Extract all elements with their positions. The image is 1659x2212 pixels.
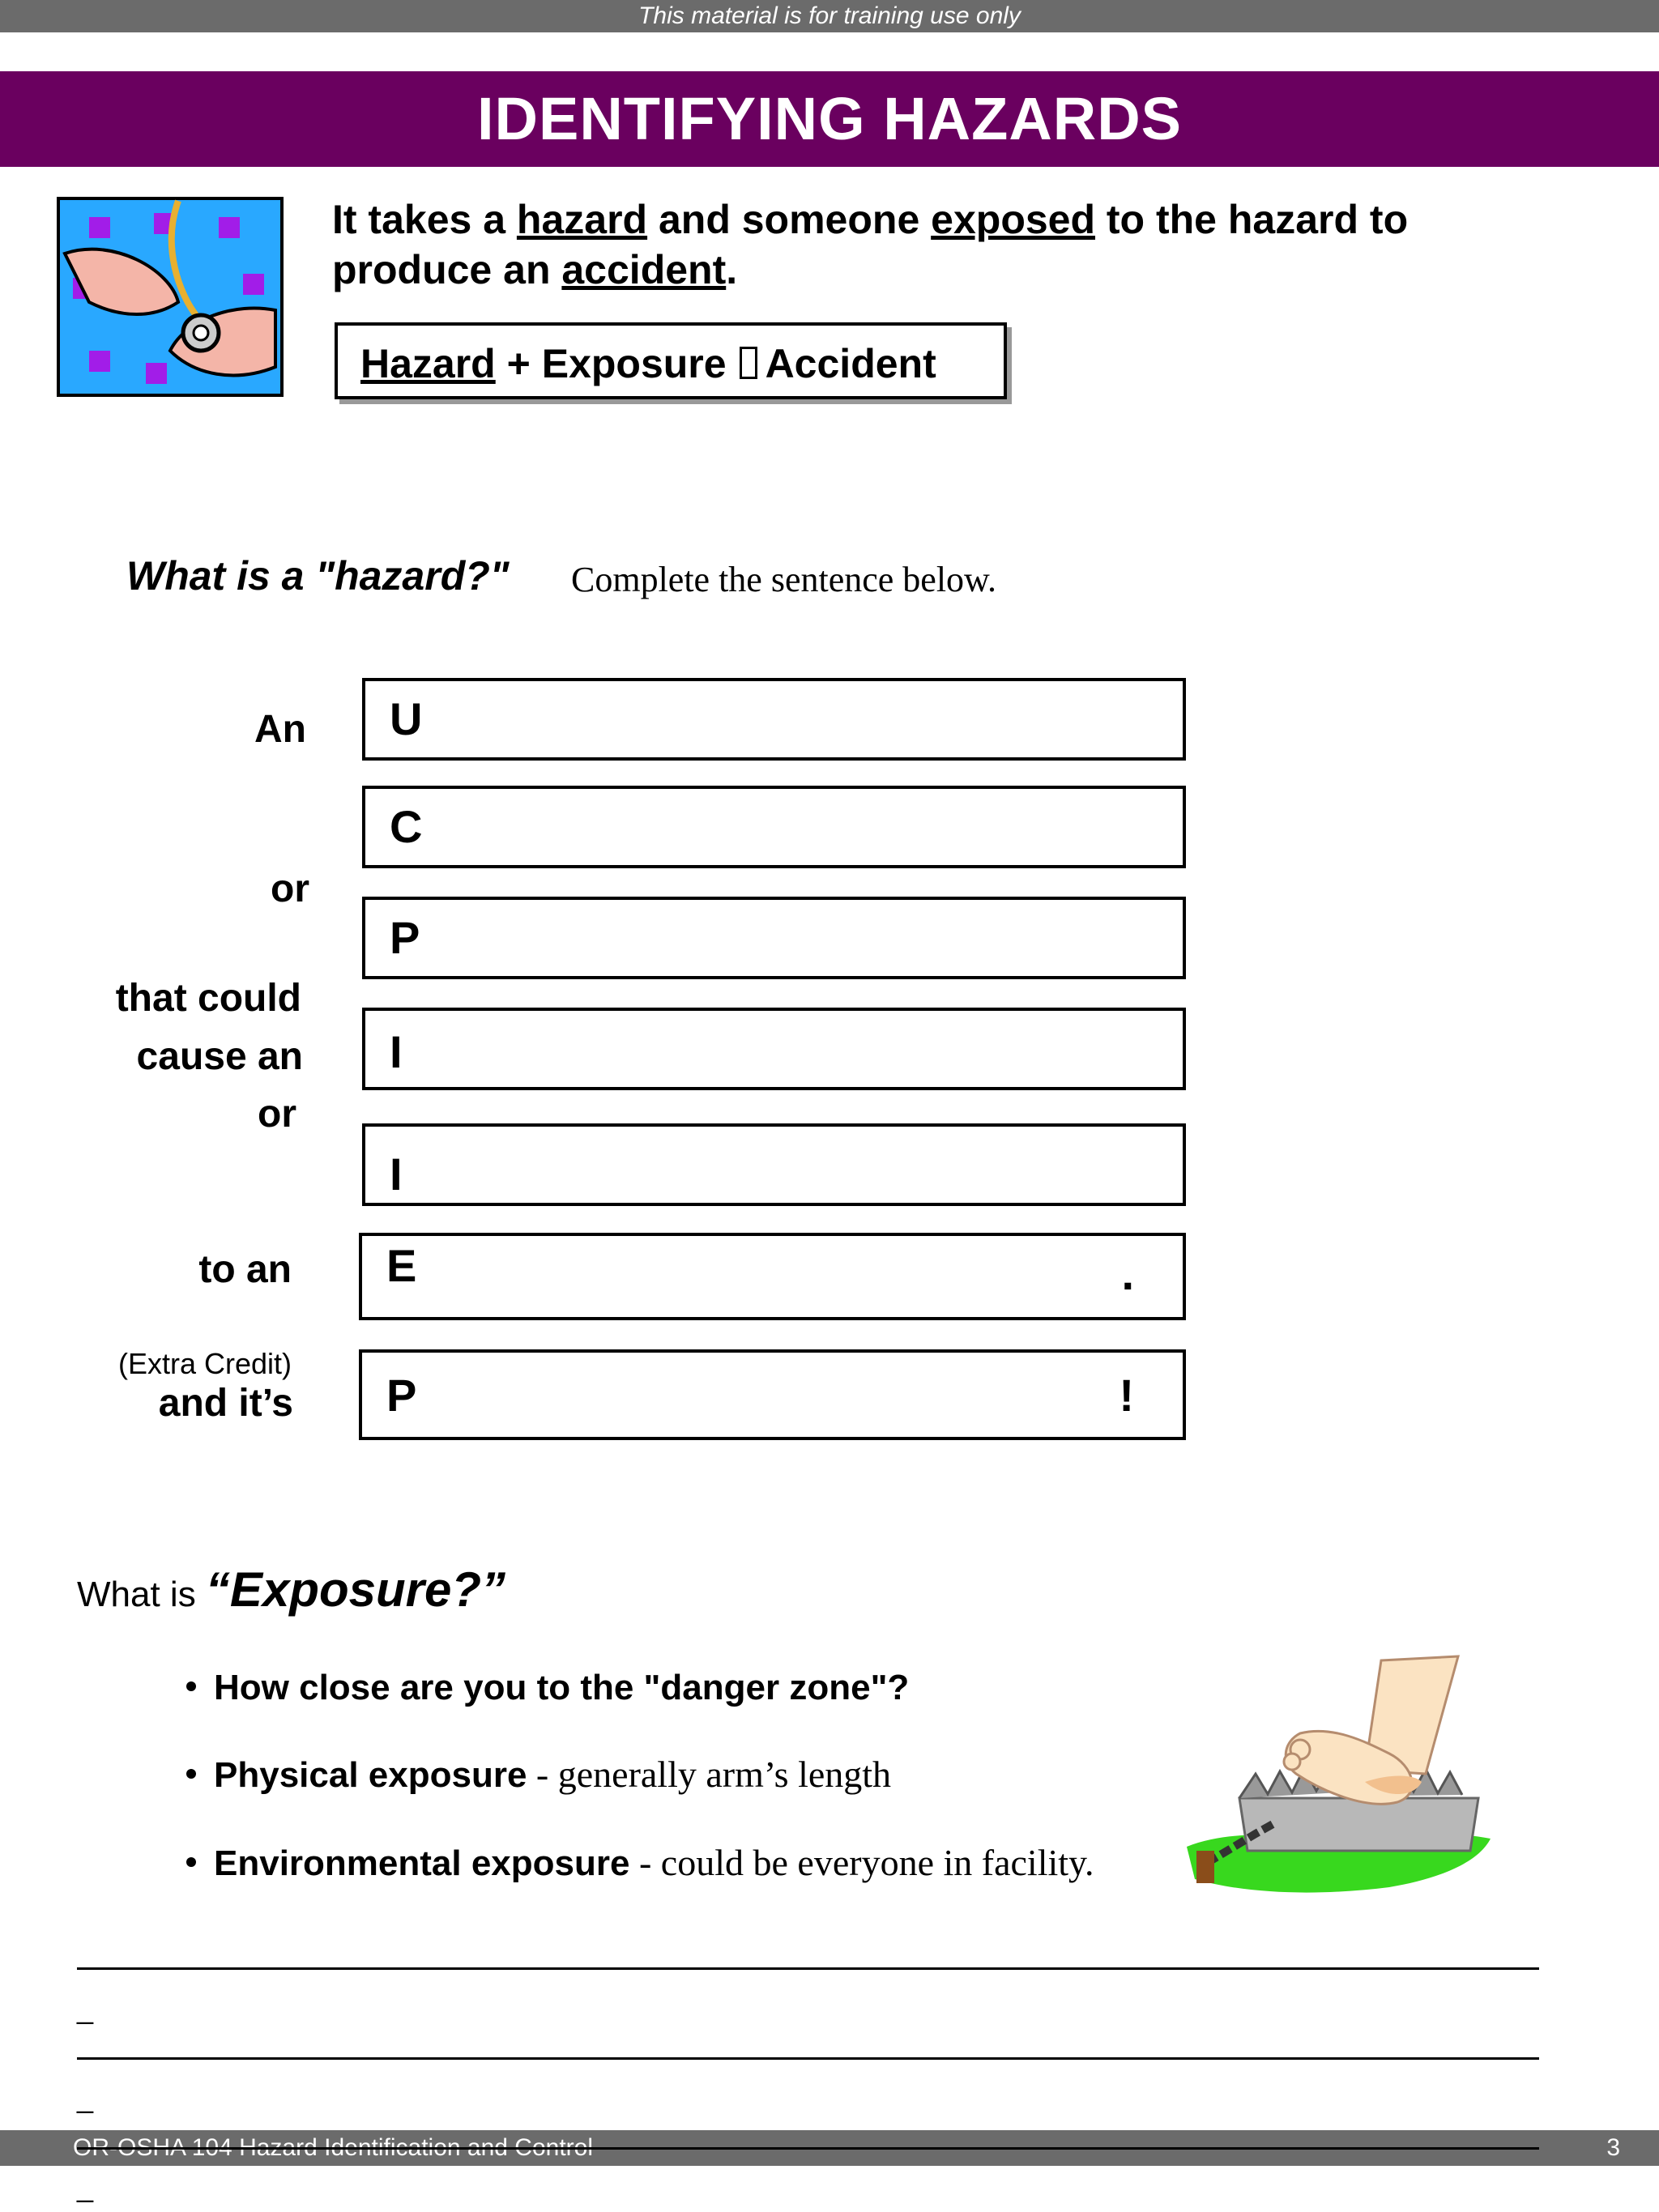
answer-box-u[interactable] bbox=[362, 678, 1186, 761]
intro-statement bbox=[332, 194, 1507, 295]
training-notice-bar bbox=[0, 0, 1659, 32]
answer-box-p[interactable] bbox=[362, 897, 1186, 979]
box-letter: I bbox=[390, 1026, 403, 1077]
formula-accident: Accident bbox=[765, 341, 936, 386]
bullet-bold: Environmental exposure bbox=[214, 1843, 630, 1883]
intro-text-3: to the hazard to produce an bbox=[332, 197, 1409, 292]
bullet-icon bbox=[186, 1769, 196, 1779]
answer-box-c[interactable] bbox=[362, 786, 1186, 868]
answer-line-dash: _ bbox=[77, 1992, 94, 2025]
box-letter: P bbox=[390, 912, 420, 963]
list-item bbox=[186, 1753, 891, 1796]
hazard-instruction: Complete the sentence below. bbox=[571, 560, 996, 599]
intro-word-exposed: exposed bbox=[931, 197, 1096, 242]
answer-box-i-2[interactable] bbox=[362, 1123, 1186, 1206]
label-that-could: that could bbox=[115, 977, 301, 1020]
list-item bbox=[186, 1665, 909, 1708]
label-or-2: or bbox=[258, 1093, 296, 1136]
formula-hazard: Hazard bbox=[360, 341, 496, 386]
answer-box-e[interactable] bbox=[359, 1233, 1186, 1320]
intro-text-4: . bbox=[726, 247, 738, 292]
box-end-mark: ! bbox=[1119, 1370, 1134, 1421]
intro-text-2: and someone bbox=[647, 197, 932, 242]
bullet-icon bbox=[186, 1857, 196, 1867]
answer-line bbox=[77, 2057, 1539, 2060]
box-letter: P bbox=[386, 1370, 417, 1421]
bullet-rest: - could be everyone in facility. bbox=[629, 1842, 1094, 1883]
bullet-icon bbox=[186, 1681, 196, 1691]
answer-line-dash: _ bbox=[77, 2081, 94, 2114]
answer-box-i-1[interactable] bbox=[362, 1008, 1186, 1090]
box-letter: U bbox=[390, 693, 423, 744]
arrow-icon bbox=[740, 347, 757, 379]
answer-line-dash: _ bbox=[77, 2170, 94, 2203]
box-letter: C bbox=[390, 801, 423, 852]
label-an: An bbox=[254, 708, 306, 751]
exposure-prefix: What is bbox=[77, 1575, 206, 1614]
list-item bbox=[186, 1841, 1094, 1884]
formula-exposure: + Exposure bbox=[495, 341, 727, 386]
answer-line bbox=[77, 1967, 1539, 1970]
bullet-bold: How close are you to the "danger zone"? bbox=[214, 1668, 910, 1707]
label-or-1: or bbox=[271, 867, 309, 910]
page-number: 3 bbox=[1606, 2134, 1620, 2161]
intro-text-1: It takes a bbox=[332, 197, 517, 242]
exposure-term: “Exposure?” bbox=[205, 1562, 505, 1617]
foot-trap-image bbox=[1179, 1652, 1499, 1907]
training-notice: This material is for training use only bbox=[638, 2, 1021, 29]
label-cause-an: cause an bbox=[136, 1035, 303, 1078]
bullet-bold: Physical exposure bbox=[214, 1755, 527, 1795]
box-letter: I bbox=[390, 1149, 403, 1200]
answer-line bbox=[77, 2147, 1539, 2150]
hazard-formula-box bbox=[335, 322, 1007, 399]
label-to-an: to an bbox=[198, 1248, 292, 1291]
box-end-mark: . bbox=[1121, 1248, 1134, 1299]
bullet-rest: - generally arm’s length bbox=[527, 1754, 892, 1795]
hazard-question: What is a "hazard?" bbox=[126, 553, 510, 599]
answer-box-p-extra[interactable] bbox=[359, 1349, 1186, 1440]
label-and-its: and it’s bbox=[158, 1382, 293, 1425]
page-title: IDENTIFYING HAZARDS bbox=[0, 71, 1659, 167]
exposure-question bbox=[77, 1562, 505, 1617]
box-letter: E bbox=[386, 1240, 417, 1291]
label-extra-credit: (Extra Credit) bbox=[118, 1347, 292, 1380]
footer-course: OR-OSHA 104 Hazard Identification and Control bbox=[73, 2134, 593, 2161]
intro-word-accident: accident bbox=[561, 247, 727, 292]
stethoscope-hands-image bbox=[57, 197, 284, 397]
intro-word-hazard: hazard bbox=[516, 197, 648, 242]
